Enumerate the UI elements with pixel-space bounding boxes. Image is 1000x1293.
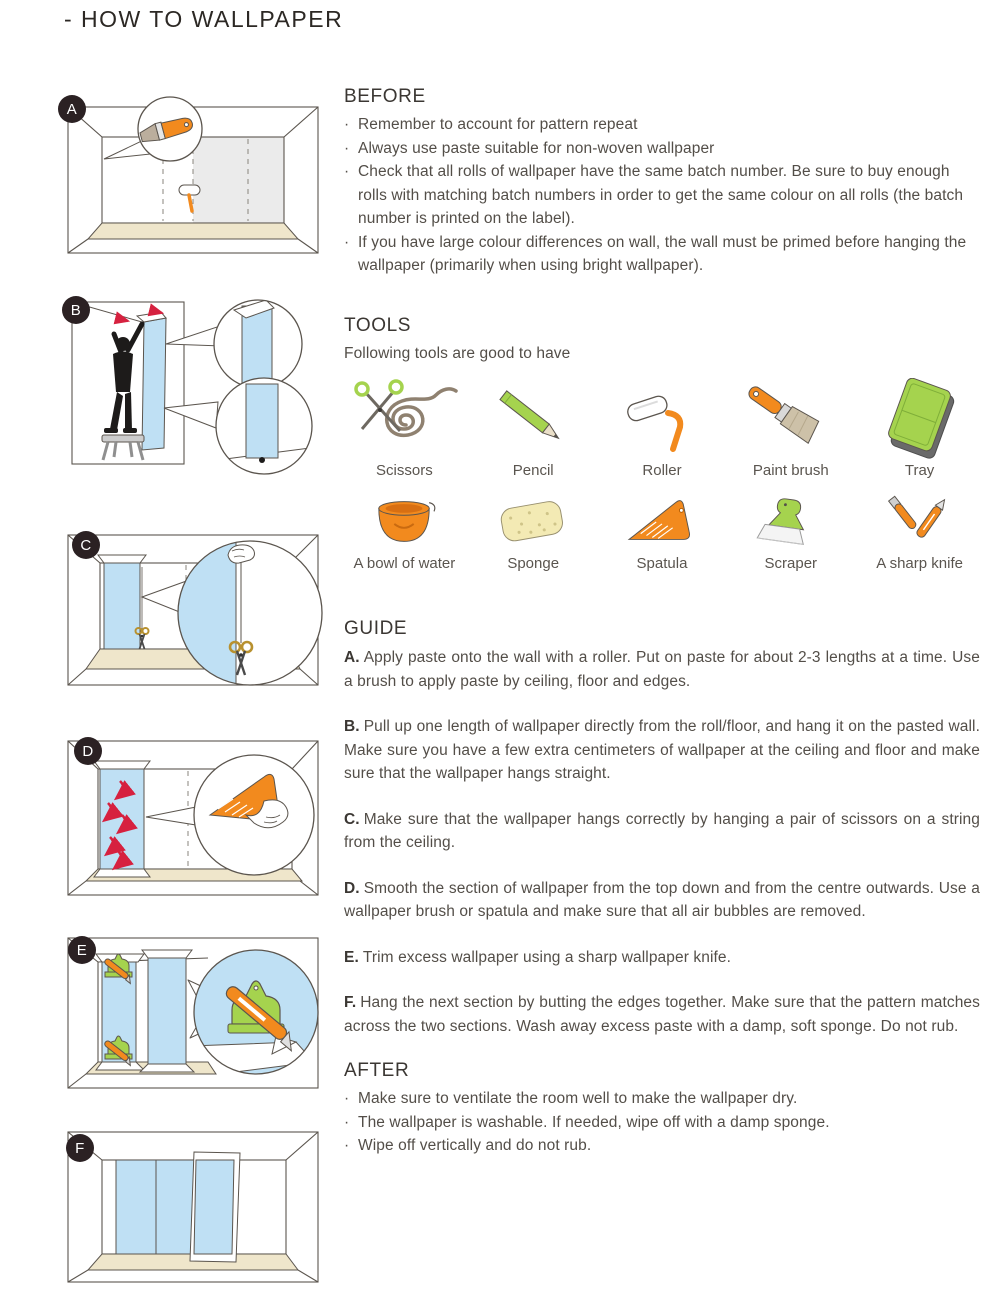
tools-heading: TOOLS [344,314,412,336]
after-bullet: · Make sure to ventilate the room well to make the wallpaper dry. [344,1087,980,1111]
guide-step-c [344,808,980,855]
tools-section [344,315,980,573]
guide-step-text: Make sure that the wallpaper hangs correctly by hanging a pair of scissors on a string from the ceiling. [344,810,980,851]
before-section [344,86,980,278]
spatula-icon [602,491,722,553]
roller-icon [602,378,722,460]
after-section [344,1060,980,1158]
step-b-figure [58,288,328,478]
tool-label: Spatula [636,555,688,572]
after-heading: AFTER [344,1060,410,1081]
guide-step-a [344,646,980,693]
guide-step-text: Trim excess wallpaper using a sharp wallpaper knife. [362,948,732,966]
step-badge-e: E [68,936,96,964]
step-a-illustration [58,95,328,260]
bullet-glyph: · [344,1137,350,1154]
step-badge-b: B [62,296,90,324]
guide-step-text: Pull up one length of wallpaper directly from the roll/floor, and hang it on the pasted wall. Make sure you have a few extra centimeters of wallpaper at the ceiling and floor and make sure that the wallpaper hangs straight. [344,718,980,782]
tool-label: A sharp knife [876,555,963,572]
before-bullet: · If you have large colour differences on wall, the wall must be primed before hanging the wallpaper (primarily when using bright wallpaper). [344,231,980,278]
step-badge-c: C [72,531,100,559]
tool-label: Scissors [376,462,433,479]
bowl-of-water-icon [344,491,464,553]
step-e-illustration [58,928,328,1096]
guide-step-text: Smooth the section of wallpaper from the top down and from the centre outwards. Use a wallpaper brush or spatula and make sure that all air bubbles are removed. [344,879,980,920]
guide-step-e [344,946,980,970]
scraper-icon [731,491,851,553]
sponge-icon [473,491,593,553]
step-f-figure [58,1124,328,1290]
step-a-figure [58,95,328,260]
guide-step-letter: B. [344,718,360,735]
guide-step-letter: A. [344,649,360,666]
step-badge-d: D [74,737,102,765]
bullet-glyph: · [344,1090,350,1107]
tool-scissors [344,378,465,479]
tool-spatula [602,491,723,572]
before-bullet: · Check that all rolls of wallpaper have the same batch number. Be sure to buy enough rolls with matching batch numbers in order to get the same colour on all rolls (the batch number is printed on the label). [344,160,980,231]
guide-heading: GUIDE [344,618,408,639]
bullet-glyph: · [344,163,350,180]
before-heading: BEFORE [344,86,426,107]
guide-step-d [344,877,980,924]
bullet-glyph: · [344,139,350,157]
wallpaper-strip [156,1160,196,1254]
guide-step-letter: F. [344,994,357,1011]
tool-tray [859,378,980,479]
guide-step-f [344,991,980,1038]
step-badge-f: F [66,1134,94,1162]
bullet-glyph: · [344,233,350,251]
step-f-illustration [58,1124,328,1290]
tool-sharp-knife [859,491,980,572]
guide-step-b [344,715,980,786]
after-bullet: · The wallpaper is washable. If needed, wipe off with a damp sponge. [344,1111,980,1135]
tools-grid [344,378,980,572]
guide-step-text: Hang the next section by butting the edges together. Make sure that the pattern matches across the two sections. Wash away excess paste with a damp, soft sponge. Do not rub. [344,994,980,1035]
after-bullet: · Wipe off vertically and do not rub. [344,1134,980,1158]
tool-pencil [473,378,594,479]
sharp-knife-icon [860,491,980,553]
before-bullet: · Always use paste suitable for non-woven wallpaper [344,137,980,161]
step-e-figure [58,928,328,1096]
tool-label: Tray [904,462,935,479]
before-bullet: · Remember to account for pattern repeat [344,113,980,137]
tool-label: Pencil [512,462,554,479]
guide-section [344,618,980,1038]
tool-scraper [730,491,851,572]
tool-label: Roller [642,462,682,479]
scissors-icon [344,378,464,460]
tool-label: A bowl of water [353,555,456,572]
bullet-glyph: · [344,116,350,133]
content-column [344,86,980,1158]
pencil-icon [473,378,593,460]
bullet-glyph: · [344,1113,350,1131]
wallpaper-strip [194,1160,234,1254]
tool-sponge [473,491,594,572]
page-title: - HOW TO WALLPAPER [64,6,344,32]
guide-step-letter: D. [344,879,360,897]
tool-label: Sponge [507,555,560,572]
step-badge-a: A [58,95,86,123]
tool-label: Paint brush [752,462,829,479]
guide-step-letter: E. [344,948,359,966]
tools-subtitle: Following tools are good to have [344,344,571,362]
guide-step-text: Apply paste onto the wall with a roller. Put on paste for about 2-3 lengths at a time. Use a brush to apply paste by ceiling, floor and edges. [344,649,980,690]
wallpaper-strip [104,563,140,649]
guide-step-letter: C. [344,810,360,828]
paint-brush-icon [731,378,851,460]
step-b-illustration [58,288,328,478]
wallpaper-strip [116,1160,156,1254]
tool-paint-brush [730,378,851,479]
tool-label: Scraper [764,555,818,572]
step-d-figure [58,727,328,917]
wallpaper-strip [142,318,166,450]
tool-roller [602,378,723,479]
step-c-figure [58,517,328,707]
tool-bowl-of-water [344,491,465,572]
tray-icon [860,378,980,460]
wallpaper-strip [148,958,186,1064]
